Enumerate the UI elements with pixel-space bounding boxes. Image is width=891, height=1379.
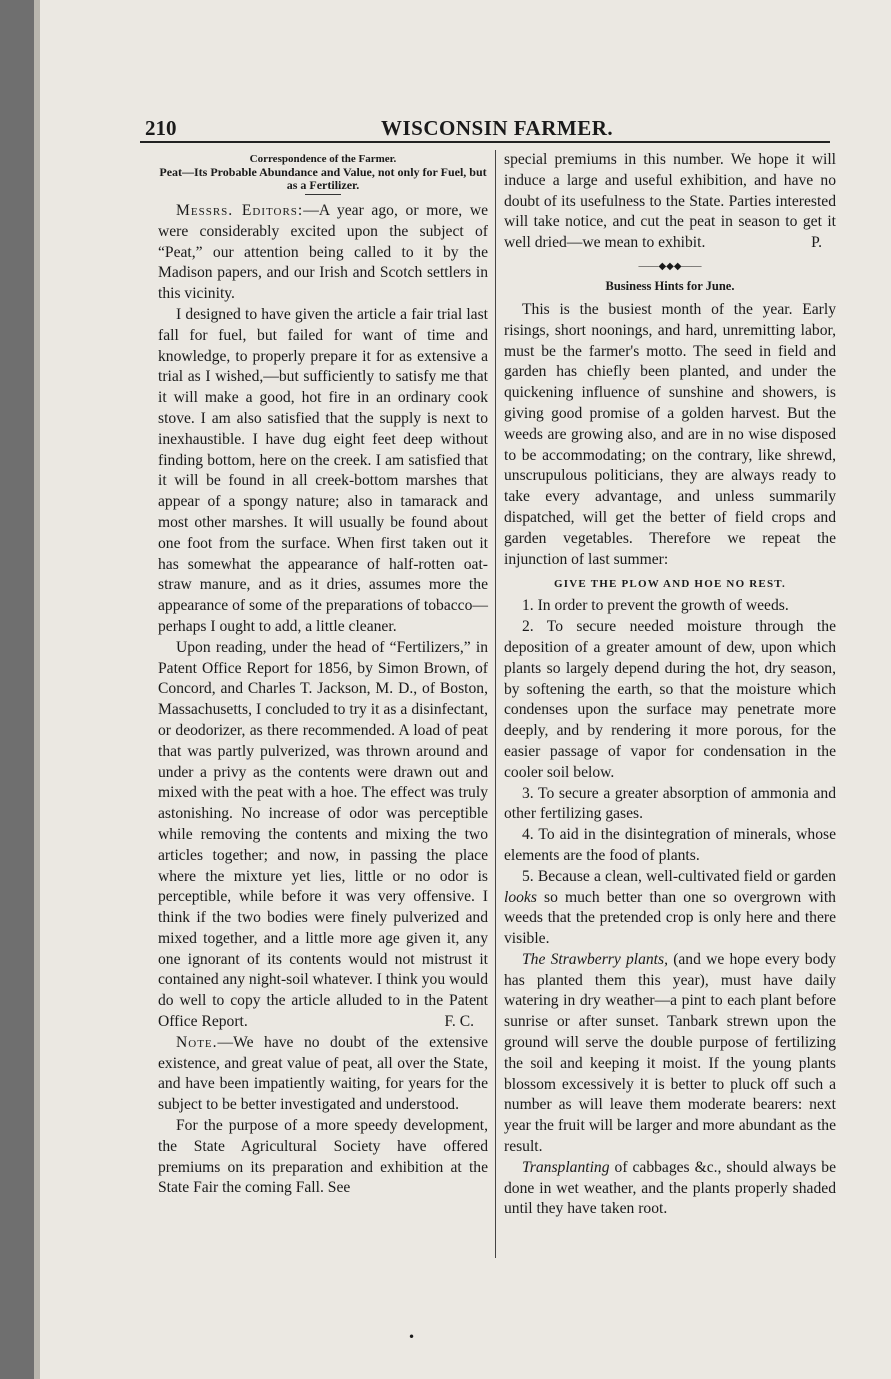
list-item: 1. In order to prevent the growth of weeds. [522, 597, 789, 615]
paragraph [158, 201, 488, 305]
salutation: Messrs. Editors: [176, 202, 304, 219]
paragraph: I designed to have given the article a fair trial last fall for fuel, but failed for want of time and knowledge, to properly prepare it for as extensive a trial as I wished,—but sufficiently to satisfy me that it will make a good, hot fire in an ordinary cook stove. I am also satisfied that the supply is next to inexhaustible. I have dug eight feet deep without finding bottom, here on the creek. I am satisfied that it will be found in all creek-bottom marshes that appear of a spongy nature; also in tamarack and most other marshes. It will usually be found about one foot from the surface. When first taken out it has somewhat the appearance of half-rotten oat-straw manure, and as it dries, assumes more the appearance of some of the preparations of tobacco—perhaps I ought to add, a little cleaner. [158, 305, 488, 635]
footer-mark: • [408, 1330, 416, 1344]
list-item: 4. To aid in the disintegration of minerals, whose elements are the food of plants. [504, 826, 836, 864]
scan-margin [0, 0, 40, 1379]
editor-note [158, 1033, 488, 1116]
column-divider [495, 150, 496, 1258]
title-rule [305, 194, 341, 195]
article-title: Peat—Its Probable Abundance and Value, not only for Fuel, but as a Fertilizer. [159, 165, 487, 192]
paragraph [158, 638, 488, 1033]
signature: P. [811, 234, 822, 252]
header-rule [140, 141, 830, 143]
emphasis: looks [504, 888, 537, 906]
left-column [158, 150, 488, 1199]
paragraph [504, 150, 836, 254]
right-column [504, 150, 836, 1220]
paragraph-text: Upon reading, under the head of “Fertilizers,” in Patent Office Report for 1856, by Simon Brown, of Concord, and Charles T. Jackson, M. D., of Boston, Massachusetts, I concluded to try it as a disinfectant, or deodorizer, as there recommended. A load of peat that was partly pulverized, was thrown around and under a privy as the contents were drawn out and mixed with the peat with a hoe. The effect was truly astonishing. No increase of odor was perceptible while removing the contents and mixing the two articles together; and now, in passing the place where the mixture yet lies, little or no odor is perceptible, while before it was very offensive. I think if the two bodies were finely pulverized and mixed together, and a little more age given it, any one ignorant of its contents would not mistrust it contained any night-soil whatever. I think you would do well to copy the article alluded to in the Patent Office Report. [158, 638, 489, 1031]
note-label: Note. [176, 1033, 218, 1051]
item-text: 5. Because a clean, well-cultivated field or garden [522, 867, 836, 885]
paragraph-text: (and we hope every body has planted them this year), must have daily watering in dry weather—a pint to each plant before sunrise or after sunset. Tanbark strewn upon the ground will serve the double purpose of fertilizing the soil and keeping it moist. If the young plants blossom excessively it is better to pluck off such a number as will leave them moderate bearers: next year the fruit will be larger and more abundant as the result. [504, 950, 836, 1156]
signature: F. C. [444, 1013, 474, 1031]
list-item [504, 867, 836, 950]
page-number: 210 [145, 116, 177, 140]
running-title: WISCONSIN FARMER. [381, 116, 614, 140]
lead-phrase: Transplanting [522, 1158, 610, 1176]
list-item: 3. To secure a greater absorption of ammonia and other fertilizing gases. [504, 784, 836, 823]
list-item: 2. To secure needed moisture through the deposition of a greater amount of dew, upon which plants so largely depend during the hot, dry season, by softening the earth, so that the moisture which condenses upon the surface may penetrate more deeply, and by rendering it more porous, for the easier passage of vapor for condensation in the cooler soil below. [504, 618, 836, 781]
paragraph: For the purpose of a more speedy development, the State Agricultural Society have offered premiums on its preparation and exhibition at the State Fair the coming Fall. See [158, 1117, 488, 1197]
paragraph: This is the busiest month of the year. Early risings, short noonings, and hard, unremitting labor, must be the farmer's motto. The seed in field and garden has chiefly been planted, and under the quickening influence of sunshine and showers, is giving good promise of a golden harvest. But the weeds are growing also, and are in no wise disposed to be accommodating; on the contrary, like shrewd, unscrupulous politicians, they are always ready to take every advantage, and unless summarily dispatched, will get the better of field crops and garden vegetables. Therefore we repeat the injunction of last summer: [504, 300, 836, 568]
section-ornament: ——◆◆◆—— [638, 260, 702, 272]
paragraph-text: of cabbages &c., should always be done in wet weather, and the plants properly shaded until they have taken root. [504, 1158, 836, 1218]
section-title: Business Hints for June. [605, 278, 735, 293]
item-text: so much better than one so overgrown with weeds that the pretended crop is only here and there visible. [504, 888, 836, 948]
lead-phrase: The Strawberry plants, [522, 950, 668, 968]
paragraph [504, 1158, 836, 1220]
page-header [145, 116, 831, 140]
department-heading: Correspondence of the Farmer. [249, 153, 397, 165]
note-text: —We have no doubt of the extensive existence, and great value of peat, all over the State, and have been impatiently waiting, for years for the subject to be better investigated and understood. [158, 1033, 488, 1114]
paragraph-text: special premiums in this number. We hope it will induce a large and useful exhibition, and have no doubt of its usefulness to the State. Parties interested will take notice, and cut the peat in season to get it well dried—we mean to exhibit. [504, 151, 836, 252]
paragraph [504, 950, 836, 1158]
paragraph-text: —A year ago, or more, we were considerably excited upon the subject of “Peat,” our attention being called to it by the Madison papers, and our Irish and Scotch settlers in this vicinity. [158, 202, 488, 303]
caps-heading: GIVE THE PLOW AND HOE NO REST. [554, 578, 786, 591]
